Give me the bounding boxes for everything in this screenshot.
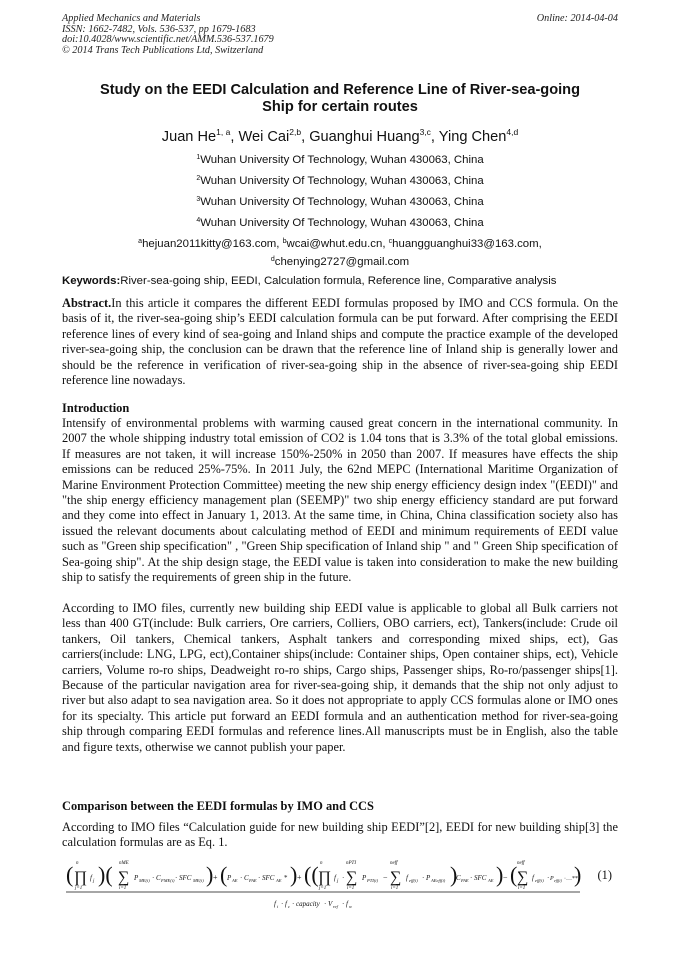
svg-text:SFC: SFC [262, 874, 275, 882]
svg-text:P: P [426, 874, 431, 882]
svg-text:n: n [76, 861, 79, 866]
svg-text:j: j [93, 879, 95, 884]
svg-text:·: · [324, 900, 327, 908]
svg-text:·: · [281, 900, 284, 908]
affiliation-sup: 3 [196, 196, 201, 203]
svg-text:*: * [284, 874, 288, 882]
svg-text:): ) [496, 862, 504, 887]
svg-text:P: P [550, 876, 554, 882]
svg-text:f: f [90, 874, 92, 882]
svg-text:SFC: SFC [474, 874, 487, 882]
svg-text:−: − [503, 873, 508, 882]
svg-text:C: C [156, 874, 161, 882]
affiliation-text: Wuhan University Of Technology, Wuhan 430063, China [200, 175, 484, 187]
introduction-paragraph-2: According to IMO files, currently new building ship EEDI value is applicable to global all Bulk carriers not less than 400 GT(include: Bulk carriers, Ore carriers, Colliers, OBO carriers, ect), Tankers(include: Crude oil tankers, Oil tankers, Chemical tankers, Asphalt tankers and corresponding mixed ships, ect), Gas carriers(include: LNG, LPG, ect),Container ships(include: Container ships, Open container ships, ect), Vehicle carriers, Volume ro-ro ships, Deadweight ro-ro ships, Cargo ships, Passenger ships, Ro-ro/passenger ships[1]. Because of the particular navigation area for river-sea-going ship, it demands that the ship not only adjust to river but also adapt to sea navigation area. So it does not appropriate to apply CCS formulas alone or IMO ones for its specialty. This article put forward an EEDI formula and an authentication method for river-sea-going ship through comparing EEDI formulas and reference lines.All manuscripts must be in English, also the table and figure texts, otherwise we cannot publish your paper. [62, 601, 618, 754]
issn-line: ISSN: 1662-7482, Vols. 536-537, pp 1679-1683 [62, 23, 256, 35]
svg-text:f: f [274, 900, 276, 908]
svg-text:∑: ∑ [118, 869, 130, 886]
affiliation-text: Wuhan University Of Technology, Wuhan 430063, China [200, 154, 484, 166]
author-sup: 2,b [289, 127, 302, 137]
email-sup: d [270, 256, 275, 263]
svg-text:nME: nME [119, 861, 129, 866]
svg-text:∑: ∑ [517, 869, 529, 886]
equation-graphic [62, 854, 582, 916]
svg-text:∏: ∏ [74, 869, 88, 886]
introduction-heading: Introduction [62, 401, 130, 415]
svg-text:P: P [134, 874, 139, 882]
svg-text:·: · [342, 874, 345, 882]
svg-text:neff: neff [517, 861, 525, 866]
svg-text:((: (( [304, 862, 319, 887]
online-date: Online: 2014-04-04 [536, 13, 618, 24]
svg-text:ref: ref [333, 904, 338, 909]
svg-text:·: · [152, 874, 155, 882]
journal-header [62, 14, 618, 56]
author-name: Guanghui Huang [309, 128, 420, 145]
svg-text:·: · [240, 874, 243, 882]
email-sup: c [388, 238, 393, 245]
abstract-label: Abstract. [62, 296, 112, 310]
author-sup: 4,d [506, 127, 519, 137]
svg-text:neff: neff [390, 861, 398, 866]
svg-text:i=1: i=1 [347, 886, 355, 891]
affiliation-text: Wuhan University Of Technology, Wuhan 430063, China [200, 196, 484, 208]
svg-text:C: C [244, 874, 249, 882]
affiliation-sup: 2 [196, 175, 201, 182]
affiliation-text: Wuhan University Of Technology, Wuhan 430063, China [200, 217, 484, 229]
svg-text:·: · [292, 900, 295, 908]
svg-text:P: P [362, 874, 367, 882]
email-list: $^a$hejuan2011kitty@163.com, $^b$wcai@whut.edu.cn, $^c$huangguanghui33@163.com, $^d$chenying2727@gmail.com [138, 238, 542, 268]
email-sup: a [138, 238, 143, 245]
affiliation-3 [62, 193, 618, 209]
svg-text:AE: AE [232, 878, 238, 883]
svg-text:eff(i): eff(i) [409, 878, 418, 883]
copyright-line: © 2014 Trans Tech Publications Ltd, Switzerland [62, 44, 264, 56]
svg-text:)(: )( [98, 862, 113, 887]
svg-text:eff(i): eff(i) [535, 878, 544, 883]
equation-number: (1) [597, 868, 612, 882]
introduction-paragraph-1: Intensify of environmental problems with warming caused great concern in the international community. In 2007 the whole shipping industry total emission of CO2 is 1.04 tons that is 3.3% of the total global emissions. If measures are not taken, it will increase 150%-250% in 2050 than 2007. If measures have effects the ship emissions can be reduced 25%-75%. In 2011 July, the 62nd MEPC (International Maritime Organization of Marine Environment Protection Committee) meeting the new ship energy efficiency design index "(EEDI)" and "the ship energy efficiency management plan (SEEMP)" two ship energy efficiency standard are put forward and they come into effect in January 1, 2013. At the same time, in China, China classification society also has issued the relevant documents about calculating method of EEDI and minimum requirements of EEDI value such as "Green ship specification" , "Green Ship specification of Inland ship " and " Green Ship specification of Sea-going ship". At the ship design stage, the EEDI value is taken into consideration to make the new building ship to satisfy the requirements of green ship in the future. [62, 416, 618, 585]
svg-text:nPTI: nPTI [346, 861, 356, 866]
affiliation-4 [62, 214, 618, 230]
svg-text:·: · [547, 874, 550, 882]
svg-text:i=1: i=1 [518, 886, 526, 891]
svg-text:i=1: i=1 [391, 886, 399, 891]
svg-text:·: · [342, 900, 345, 908]
svg-text:ME(i): ME(i) [139, 878, 150, 883]
svg-text:·…**: ·…** [564, 876, 578, 882]
svg-text:j=1: j=1 [75, 886, 83, 891]
keywords-label: Keywords: [62, 275, 121, 287]
email-link[interactable]: wcai@whut.edu.cn [286, 238, 383, 250]
svg-text:FME(i): FME(i) [161, 878, 175, 883]
svg-text:capacity: capacity [296, 900, 320, 908]
author-list: Juan He$^{1, a}$, Wei Cai$^{2,b}$, Guanghui Huang$^{3,c}$, Ying Chen$^{4,d}$ [161, 127, 519, 145]
svg-text:): ) [450, 862, 458, 887]
svg-text:i=1: i=1 [119, 886, 127, 891]
author-name: Juan He [161, 128, 217, 145]
svg-text:+: + [213, 873, 218, 882]
svg-text:FAE: FAE [249, 878, 257, 883]
keywords-text: River-sea-going ship, EEDI, Calculation formula, Reference line, Comparative analysis [120, 275, 557, 287]
svg-text:FAE: FAE [461, 878, 469, 883]
affiliation-sup: 1 [196, 154, 201, 161]
abstract-text: In this article it compares the different EEDI formulas proposed by IMO and CCS formula. On the basis of it, the river-sea-going ship’s EEDI calculation formula can be put forward. After comprising the EEDI reference lines of every kind of sea-going and Inland ships and compute the practice example of the developed river-sea-going ship, the conclusion can be drawn that the reference line of Inland ship is generally lower and should be the reference in verification of river-sea-going ship in the absence of river-sea-going ship EEDI reference line nowadays. [62, 296, 618, 388]
svg-text:·: · [470, 874, 473, 882]
svg-text:·: · [422, 874, 425, 882]
abstract [62, 296, 618, 388]
svg-text:w: w [349, 904, 353, 909]
title-line-2: Ship for certain routes [262, 99, 418, 115]
comparison-paragraph: According to IMO files “Calculation guide for new building ship EEDI”[2], EEDI for new building ship[3] the calculation formulas are as Eq. 1. [62, 820, 618, 850]
svg-text:PTI(i): PTI(i) [367, 878, 378, 883]
email-link[interactable]: hejuan2011kitty@163.com [142, 238, 277, 250]
title-line-1: Study on the EEDI Calculation and Reference Line of River-sea-going [99, 82, 581, 98]
svg-text:i: i [277, 904, 279, 909]
author-name: Ying Chen [438, 128, 507, 145]
svg-text:·: · [175, 874, 178, 882]
svg-text:(: ( [510, 862, 518, 887]
eedi-equation [62, 854, 618, 916]
svg-text:AE: AE [488, 878, 494, 883]
svg-text:f: f [285, 900, 287, 908]
svg-text:∑: ∑ [346, 869, 358, 886]
svg-text:f: f [346, 900, 348, 908]
svg-text:f: f [532, 874, 534, 882]
svg-text:f: f [334, 874, 336, 882]
keywords-line [62, 274, 618, 288]
svg-text:∑: ∑ [390, 869, 402, 886]
svg-text:V: V [328, 900, 333, 908]
svg-text:c: c [288, 904, 290, 909]
affiliation-2 [62, 172, 618, 188]
svg-text:(: ( [66, 862, 74, 887]
svg-text:SFC: SFC [179, 874, 192, 882]
svg-text:AEeff(i): AEeff(i) [431, 878, 446, 883]
author-sup: 1, a [216, 127, 231, 137]
email-sup: b [282, 238, 287, 245]
journal-name: Applied Mechanics and Materials [62, 13, 201, 24]
svg-text:): ) [574, 862, 582, 887]
doi-line: doi:10.4028/www.scientific.net/AMM.536-537.1679 [62, 34, 274, 46]
author-name: Wei Cai [238, 128, 290, 145]
svg-text:+: + [297, 873, 302, 882]
svg-text:AE: AE [276, 878, 282, 883]
svg-text:f: f [406, 874, 408, 882]
svg-text:(: ( [220, 862, 228, 887]
svg-text:P: P [227, 874, 232, 882]
affiliation-1 [62, 151, 618, 167]
svg-text:−: − [383, 873, 388, 882]
svg-text:eff(i): eff(i) [554, 878, 562, 883]
svg-text:∏: ∏ [318, 869, 332, 886]
svg-text:ME(i): ME(i) [193, 878, 204, 883]
svg-text:C: C [456, 874, 461, 882]
svg-text:): ) [206, 862, 214, 887]
comparison-heading: Comparison between the EEDI formulas by IMO and CCS [62, 799, 374, 813]
svg-text:j=1: j=1 [319, 886, 327, 891]
affiliation-sup: 4 [196, 217, 201, 224]
svg-text:n: n [320, 861, 323, 866]
svg-text:): ) [290, 862, 298, 887]
email-link[interactable]: chenying2727@gmail.com [274, 256, 410, 268]
svg-text:j: j [337, 879, 339, 884]
paper-title [62, 82, 618, 116]
author-sup: 3,c [419, 127, 431, 137]
svg-text:·: · [258, 874, 261, 882]
email-link[interactable]: huangguanghui33@163.com [392, 238, 539, 250]
